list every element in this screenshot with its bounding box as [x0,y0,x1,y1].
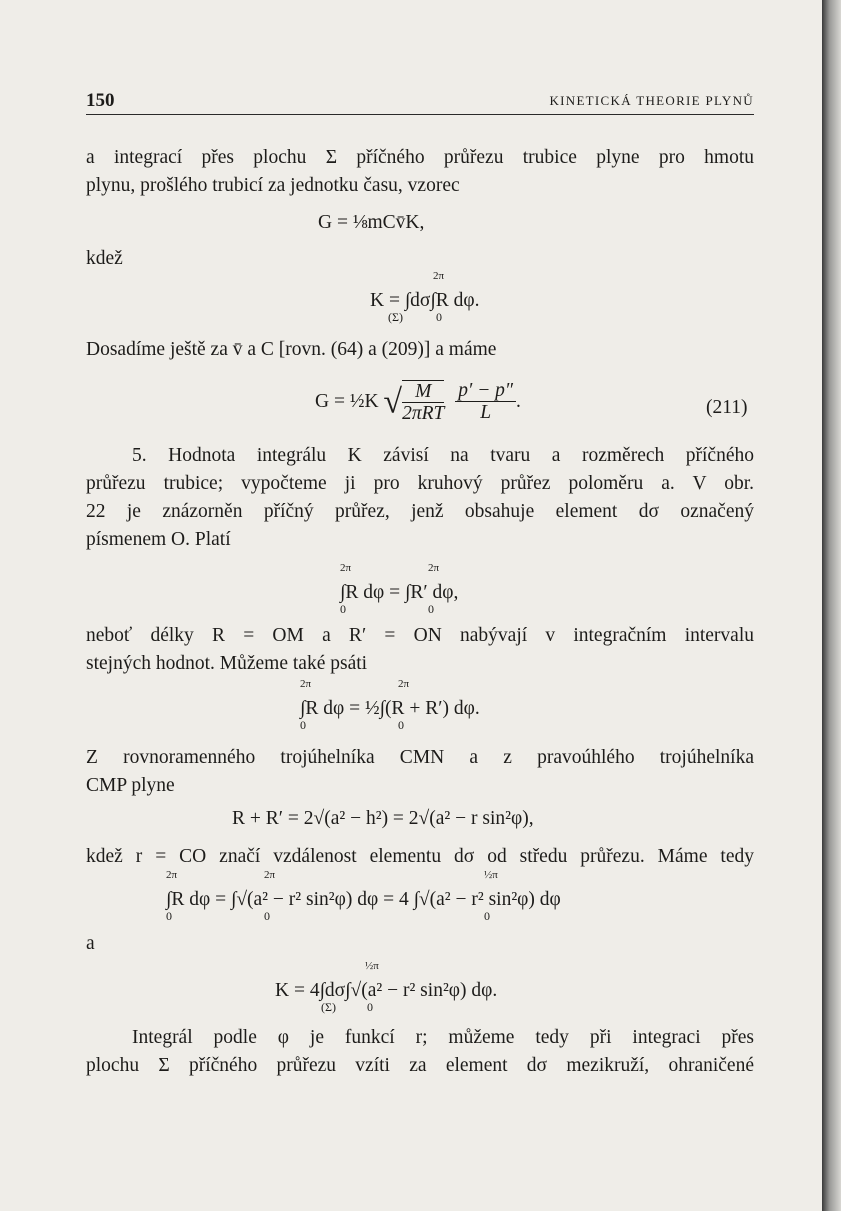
lower-limit: 0 [264,909,270,923]
upper-limit: 2π [433,270,445,282]
upper-limit: ½π [484,869,498,881]
header-rule [86,114,754,115]
lower-limit: 0 [428,602,434,616]
lower-limit: 0 [484,909,490,923]
equation-K-final-body: K = 4∫dσ∫√(a² − r² sin²φ) dφ. [275,980,498,1001]
domain-label: (Σ) [388,310,403,324]
lower-limit: 0 [436,310,442,324]
equation-K [370,270,480,324]
upper-limit: 2π [428,562,440,574]
paragraph-line: plochu Σ příčného průřezu vzíti za element dσ mezikruží, ohraničené [86,1055,754,1076]
paragraph-line: písmenem O. Platí [86,529,231,550]
equation-R-sum: R + R′ = 2√(a² − h²) = 2√(a² − r sin²φ), [232,808,534,829]
lower-limit: 0 [166,909,172,923]
upper-limit: 2π [398,678,410,690]
equation-R-half-body: ∫R dφ = ½∫(R + R′) dφ. [300,698,480,719]
paragraph-line: 22 je znázorněn příčný průřez, jenž obsahuje element dσ označený [86,501,754,522]
equation-R-integral [340,562,459,616]
upper-limit: 2π [264,869,276,881]
equation-211: G = ½K √ $\frac{M}{\text{2πRT}}$ $\frac{p' - p''}{L}$ . [315,380,521,424]
paragraph-line: Dosadíme ještě za v̄ a C [rovn. (64) a (209)] a máme [86,339,497,360]
equation-G: G = ⅛mCv̄K, [318,212,425,233]
equation-R-integral-body: ∫R dφ = ∫R′ dφ, [340,582,459,603]
lower-limit: 0 [367,1000,373,1014]
paragraph-line: neboť délky R = OM a R′ = ON nabývají v integračním intervalu [86,625,754,646]
paragraph-line: a [86,933,95,954]
page-number: 150 [86,90,115,111]
paragraph-line: 5. Hodnota integrálu K závisí na tvaru a rozměrech příčného [132,445,754,466]
paragraph-line: a integrací přes plochu Σ příčného průřezu trubice plyne pro hmotu [86,147,754,168]
page-header [86,90,754,112]
fraction-numerator: p′ − p″ [455,381,516,402]
upper-limit: 2π [340,562,352,574]
paragraph-line: stejných hodnot. Můžeme také psáti [86,653,368,674]
equation-K-final [275,960,498,1014]
fraction-numerator: M [402,382,444,403]
fraction-denominator: 2πRT [402,403,445,424]
paragraph-line: kdež [86,248,123,269]
equation-R-half [300,678,480,732]
paragraph-line: plynu, prošlého trubicí za jednotku času, vzorec [86,175,460,196]
equation-K-body: K = ∫dσ∫R dφ. [370,290,480,311]
page-edge-shadow [822,0,841,1211]
upper-limit: 2π [166,869,178,881]
upper-limit: ½π [365,960,379,972]
equation-number: (211) [706,397,748,418]
paragraph-line: CMP plyne [86,775,175,796]
equation-integral-chain [166,869,561,923]
equation-integral-chain-body: ∫R dφ = ∫√(a² − r² sin²φ) dφ = 4 ∫√(a² − r² sin²φ) dφ [166,889,561,910]
paragraph-line: průřezu trubice; vypočteme ji pro kruhový průřez poloměru a. V obr. [86,473,754,494]
paragraph-line: kdež r = CO značí vzdálenost elementu dσ od středu průřezu. Máme tedy [86,846,754,867]
lower-limit: 0 [340,602,346,616]
paragraph-line: Z rovnoramenného trojúhelníka CMN a z pravoúhlého trojúhelníka [86,747,754,768]
domain-label: (Σ) [321,1000,336,1014]
paragraph-line: Integrál podle φ je funkcí r; můžeme tedy při integraci přes [132,1027,754,1048]
running-head: KINETICKÁ THEORIE PLYNŮ [549,93,754,108]
lower-limit: 0 [300,718,306,732]
lower-limit: 0 [398,718,404,732]
upper-limit: 2π [300,678,312,690]
equation-211-lhs: G = ½K [315,390,379,412]
fraction-denominator: L [480,402,492,423]
